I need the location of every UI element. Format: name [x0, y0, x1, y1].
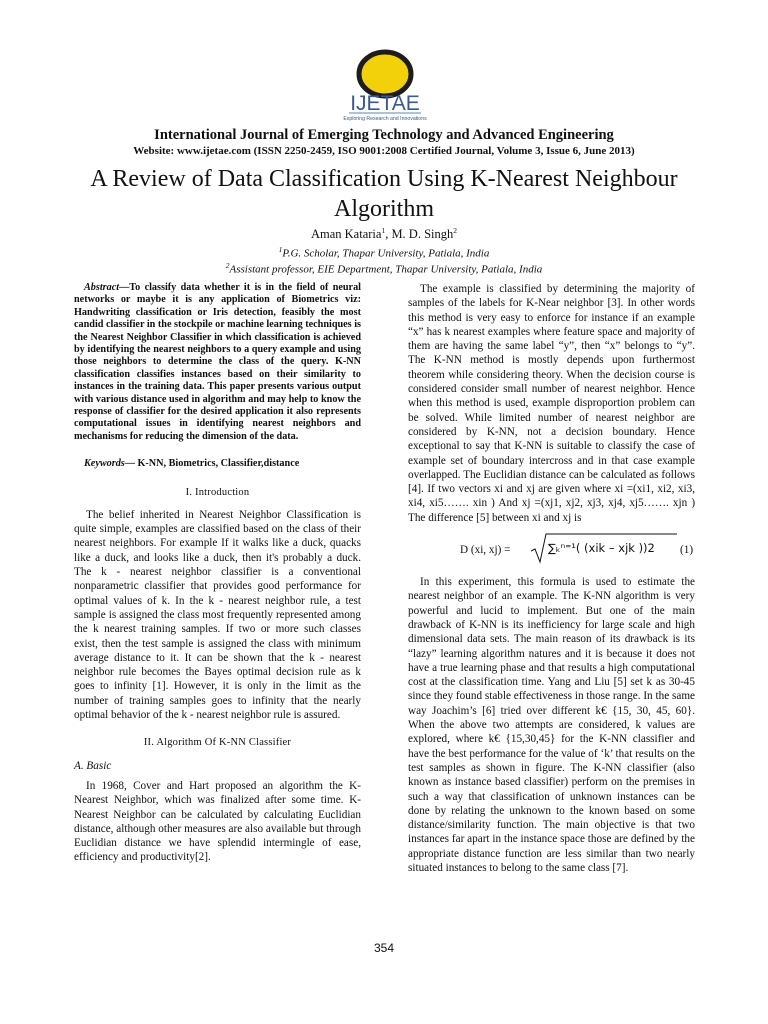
subsection-heading-basic: A. Basic [74, 759, 112, 772]
journal-website: Website: www.ijetae.com (ISSN 2250-2459, ISO 9001:2008 Certified Journal, Volume 3, Issue 6, June 2013) [133, 145, 635, 157]
author-2: M. D. Singh [391, 227, 454, 242]
right-column [408, 282, 695, 875]
page-number: 354 [373, 941, 395, 955]
section-heading-introduction: I. Introduction [185, 486, 250, 498]
basic-paragraph: In 1968, Cover and Hart proposed an algorithm the K-Nearest Neighbor, which was finalized after some time. K-Nearest Neighbor can be calculated by calculating Euclidian distance, although other measures are also available but through Euclidian distance we have splendid intermingle of ease, efficiency and productivity[2]. [74, 779, 361, 864]
equation-number: (1) [680, 544, 694, 557]
section-heading-algorithm: II. Algorithm Of K-NN Classifier [143, 737, 292, 749]
journal-logo [335, 44, 435, 126]
equation-body: ∑ₖⁿ⁼¹( (xik – xjk ))2 [548, 541, 655, 556]
journal-name: International Journal of Emerging Technology and Advanced Engineering [154, 127, 614, 143]
affiliation-1: $^1$P.G. Scholar, Thapar University, Patiala, India [278, 245, 490, 260]
affiliation-2: $^2$Assistant professor, EIE Department, Thapar University, Patiala, India [225, 261, 543, 276]
logo-tagline: Exploring Research and Innovations [343, 116, 427, 122]
left-column [74, 282, 361, 865]
paper-title: A Review of Data Classification Using K-Nearest Neighbour Algorithm [90, 166, 678, 222]
introduction-paragraph: The belief inherited in Nearest Neighbor Classification is quite simple, examples are classified based on the class of their nearest neighbors. For example If it walks like a duck, quacks like a duck, and looks like a duck, then it's probably a duck. The k - nearest neighbor classifier is a conventional nonparametric classifier that provides good performance for optimal values of k. In the k - nearest neighbor rule, a test sample is assigned the class most frequently represented among the k nearest training samples. If two or more such classes exist, then the test sample is assigned the class with minimum average distance to it. It can be shown that the k - nearest neighbor rule becomes the Bayes optimal decision rule as k goes to infinity [1]. However, it is only in the limit as the number of training samples goes to infinity that the nearly optimal behavior of the k - nearest neighbor rule is assured. [74, 508, 361, 722]
author-1: Aman Kataria [310, 227, 382, 242]
logo-text: IJETAE [350, 92, 420, 115]
classification-paragraph: The example is classified by determining the majority of samples of the labels for K-Near neighbor [3]. In other words this method is very easy to enforce for instance if an example “x” has k nearest examples where feature space and majority of them are having the same label “y”, then “x” belongs to “y”. The K-NN method is mostly depends upon furthermost theorem while considering theory. When the decision course is considered consider small number of nearest neighbor. Hence when this method is used, example disproportion problem can be solved. While limited number of nearest neighbor are considered by K-NN, not a decision boundary. Hence exceptional to say that K-NN is suitable to classify the case of example set of boundary intercross and in that case example overlapped. The Euclidian distance can be calculated as follows [4]. If two vectors xi and xj are given where xi =(xi1, xi2, xi3, xi4, xi5……. xin ) And xj =(xj1, xj2, xj3, xj4, xj5……. xjn ) The difference [5] between xi and xj is [408, 283, 696, 524]
equation-lhs: D (xi, xj) = [460, 544, 511, 557]
authors: Aman Kataria$^1$, M. D. Singh$^2$ [310, 226, 458, 242]
keywords: Keywords— K-NN, Biometrics, Classifier,distance [84, 458, 300, 470]
abstract: Abstract—To classify data whether it is in the field of neural networks or maybe it is any application of Biometrics viz: Handwriting classification or Iris detection, feasibly the most candid classifier in the stockpile or machine learning techniques is the Nearest Neighbor Classifier in which classification is achieved by identifying the nearest neighbors to a query example and using those neighbors to determine the class of the query. K-NN classification classifies instances based on their similarity to instances in the training data. This paper presents various output with various distance used in algorithm and may help to know the response of classifier for the desired application it also represents computational issues in identifying nearest neighbors and mechanisms for reducing the dimension of the data. [74, 282, 361, 442]
knn-discussion-paragraph: In this experiment, this formula is used to estimate the nearest neighbor of an example. The K-NN algorithm is very powerful and lucid to implement. But one of the main drawback of K-NN is its inefficiency for large scale and high dimensional data sets. The main reason of its drawback is its “lazy” learning algorithm natures and it is because it does not have a true learning phase and that results a high computational cost at the classification time. Yang and Liu [5] set k as 30-45 since they found stable effectiveness in those range. In the same way Joachim’s [6] tried over different k€ {15, 30, 45, 60}. When the above two attempts are considered, k values are explored, where k€ {15,30,45} for the K-NN classifier and have the best performance for the value of ‘k’ that results on the test samples as shown in figure. The K-NN classifier (also known as instance based classifier) perform on the premises in such a way that classification of unknown instances can be done by relating the unknown to the known based on some distance/similarity function. The main objective is that two instances far apart in the instance space those are defined by the appropriate distance function are less similar than two nearly situated instances to belong to the same class [7]. [408, 576, 695, 874]
equation-1 [408, 531, 695, 567]
